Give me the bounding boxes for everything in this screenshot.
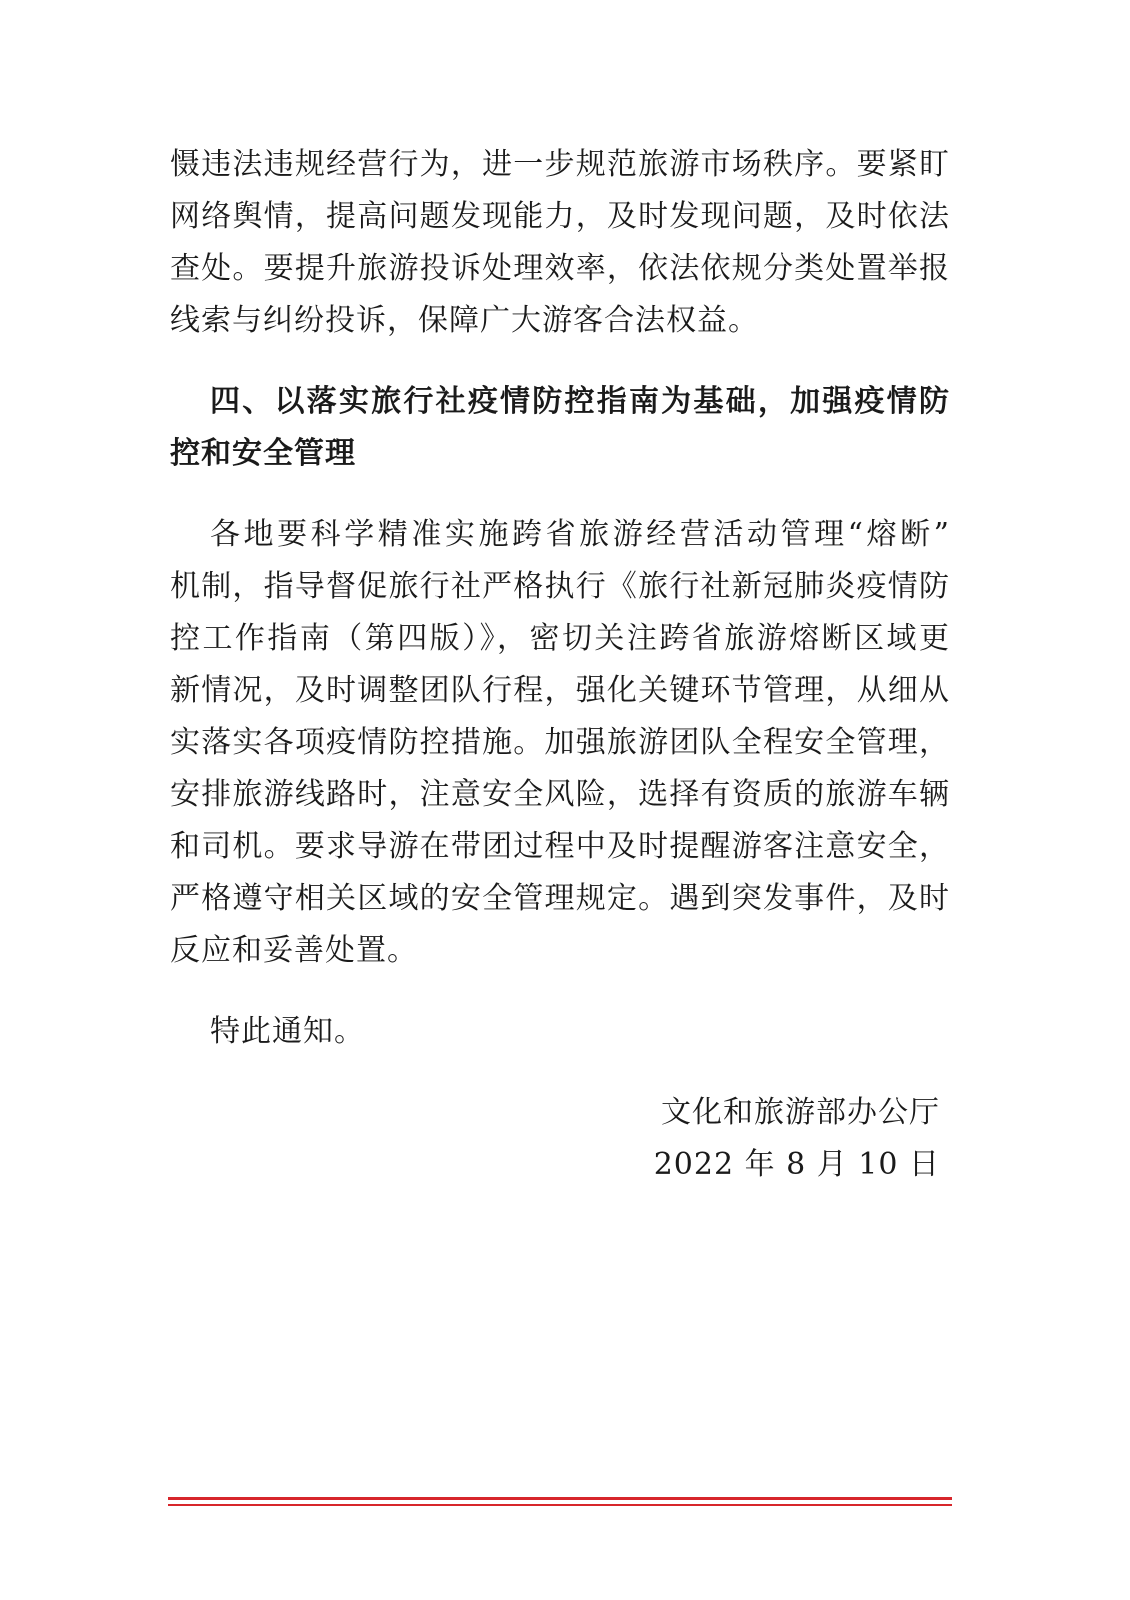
body-line: 线索与纠纷投诉，保障广大游客合法权益。 [170,303,759,338]
body-line: 新情况，及时调整团队行程，强化关键环节管理，从细从 [170,673,950,708]
body-line: 和司机。要求导游在带团过程中及时提醒游客注意安全， [170,829,950,864]
footer-rule [168,1504,952,1506]
issuer-name: 文化和旅游部办公厅 [661,1095,940,1130]
body-line: 实落实各项疫情防控措施。加强旅游团队全程安全管理， [170,725,950,760]
body-line: 反应和妥善处置。 [170,933,418,968]
section-heading: 四、以落实旅行社疫情防控指南为基础，加强疫情防 [210,384,950,419]
body-line: 控工作指南（第四版）》，密切关注跨省旅游熔断区域更 [170,621,950,656]
footer-rule [168,1497,952,1500]
body-line: 查处。要提升旅游投诉处理效率，依法依规分类处置举报 [170,251,950,286]
body-line: 慑违法违规经营行为，进一步规范旅游市场秩序。要紧盯 [170,147,950,182]
body-line: 各地要科学精准实施跨省旅游经营活动管理“熔断” [210,517,950,552]
body-line: 严格遵守相关区域的安全管理规定。遇到突发事件，及时 [170,881,950,916]
body-line: 机制，指导督促旅行社严格执行《旅行社新冠肺炎疫情防 [170,569,950,604]
body-line: 安排旅游线路时，注意安全风险，选择有资质的旅游车辆 [170,777,950,812]
body-line: 网络舆情，提高问题发现能力，及时发现问题，及时依法 [170,199,950,234]
issue-date: 2022 年 8 月 10 日 [653,1147,940,1182]
section-heading: 控和安全管理 [170,436,356,471]
closing-text: 特此通知。 [210,1014,365,1049]
